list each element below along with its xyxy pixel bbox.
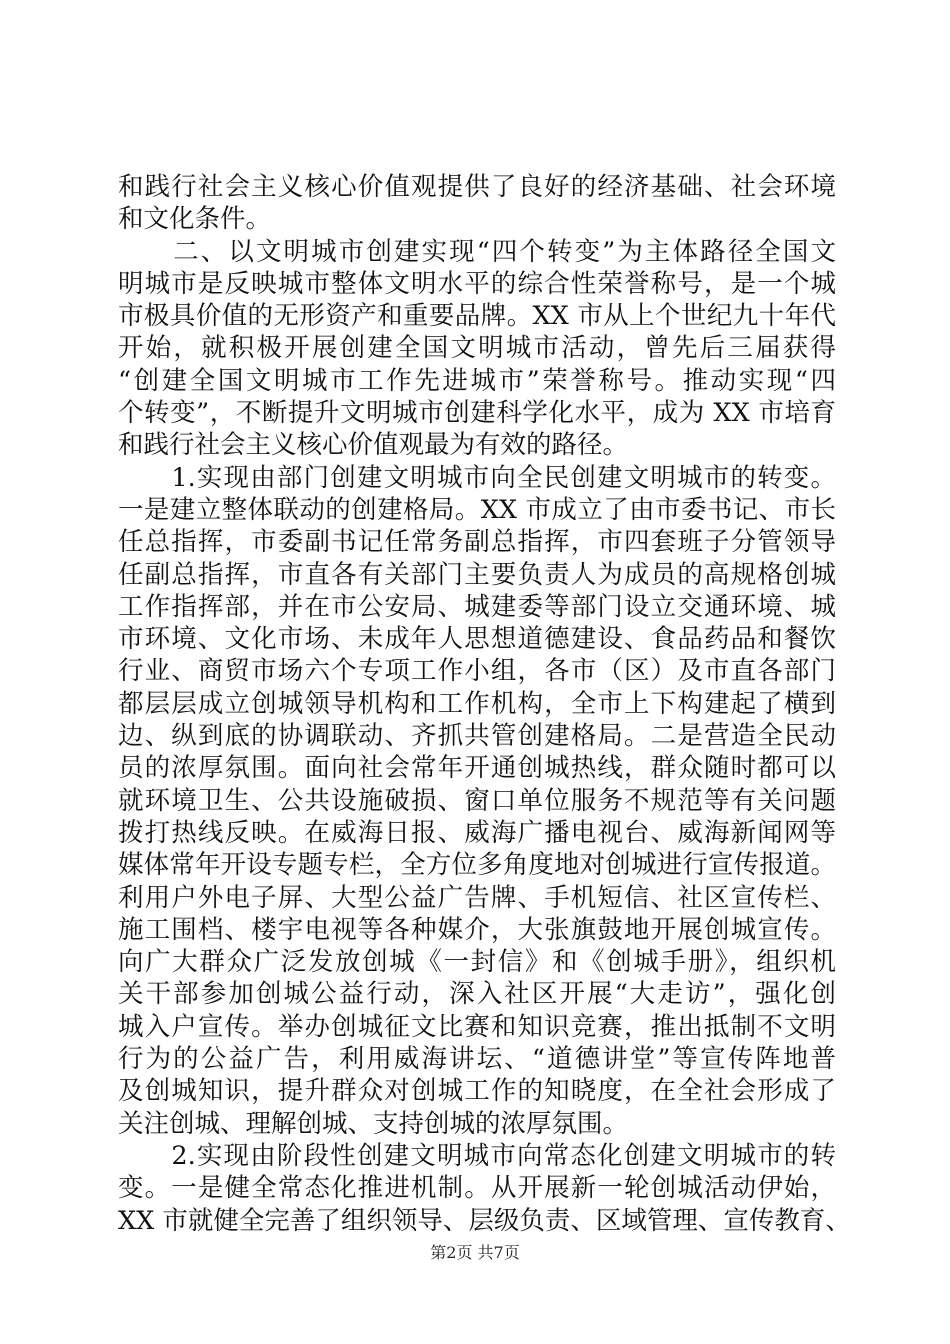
- text-line: 1.实现由部门创建文明城市向全民创建文明城市的转变。: [118, 462, 836, 493]
- text-line: 都层层成立创城领导机构和工作机构，全市上下构建起了横到: [118, 688, 836, 719]
- text-line: 明城市是反映城市整体文明水平的综合性荣誉称号，是一个城: [118, 268, 836, 299]
- text-line: 任副总指挥，市直各有关部门主要负责人为成员的高规格创城: [118, 559, 836, 590]
- text-line: 员的浓厚氛围。面向社会常年开通创城热线，群众随时都可以: [118, 753, 836, 784]
- text-line: 施工围档、楼宇电视等各种媒介，大张旗鼓地开展创城宣传。: [118, 914, 836, 945]
- text-line: 工作指挥部，并在市公安局、城建委等部门设立交通环境、城: [118, 591, 836, 622]
- text-line: 就环境卫生、公共设施破损、窗口单位服务不规范等有关问题: [118, 785, 836, 816]
- text-line: 二、以文明城市创建实现“四个转变”为主体路径全国文: [118, 236, 836, 267]
- text-line: 媒体常年开设专题专栏，全方位多角度地对创城进行宣传报道。: [118, 850, 836, 881]
- text-line: 城入户宣传。举办创城征文比赛和知识竞赛，推出抵制不文明: [118, 1011, 836, 1042]
- text-line: XX 市就健全完善了组织领导、层级负责、区域管理、宣传教育、: [118, 1205, 851, 1236]
- text-line: 变。一是健全常态化推进机制。从开展新一轮创城活动伊始，: [118, 1173, 836, 1204]
- text-line: 边、纵到底的协调联动、齐抓共管创建格局。二是营造全民动: [118, 721, 836, 752]
- text-line: 行为的公益广告，利用威海讲坛、“道德讲堂”等宣传阵地普: [118, 1044, 836, 1075]
- page-footer: 第2页 共7页: [430, 1243, 520, 1262]
- text-line: 和践行社会主义核心价值观最为有效的路径。: [118, 430, 629, 461]
- text-line: 和践行社会主义核心价值观提供了良好的经济基础、社会环境: [118, 172, 836, 202]
- text-line: “创建全国文明城市工作先进城市”荣誉称号。推动实现“四: [118, 365, 836, 396]
- text-line: 开始，就积极开展创建全国文明城市活动，曾先后三届获得: [118, 333, 836, 364]
- text-line: 行业、商贸市场六个专项工作小组，各市（区）及市直各部门: [118, 656, 836, 687]
- text-line: 个转变”，不断提升文明城市创建科学化水平，成为 XX 市培育: [118, 398, 836, 429]
- text-line: 向广大群众广泛发放创城《一封信》和《创城手册》，组织机: [118, 947, 836, 978]
- text-line: 一是建立整体联动的创建格局。XX 市成立了由市委书记、市长: [118, 494, 836, 525]
- text-line: 2.实现由阶段性创建文明城市向常态化创建文明城市的转: [118, 1140, 836, 1171]
- text-line: 拨打热线反映。在威海日报、威海广播电视台、威海新闻网等: [118, 817, 836, 848]
- text-line: 任总指挥，市委副书记任常务副总指挥，市四套班子分管领导: [118, 527, 836, 558]
- text-line: 及创城知识，提升群众对创城工作的知晓度，在全社会形成了: [118, 1076, 836, 1107]
- text-line: 市环境、文化市场、未成年人思想道德建设、食品药品和餐饮: [118, 624, 836, 655]
- body-text: [118, 171, 851, 1237]
- text-line: 市极具价值的无形资产和重要品牌。XX 市从上个世纪九十年代: [118, 301, 836, 332]
- text-line: 利用户外电子屏、大型公益广告牌、手机短信、社区宣传栏、: [118, 882, 836, 913]
- text-line: 关干部参加创城公益行动，深入社区开展“大走访”，强化创: [118, 979, 836, 1010]
- text-line: 和文化条件。: [118, 204, 272, 235]
- text-line: 关注创城、理解创城、支持创城的浓厚氛围。: [118, 1108, 629, 1139]
